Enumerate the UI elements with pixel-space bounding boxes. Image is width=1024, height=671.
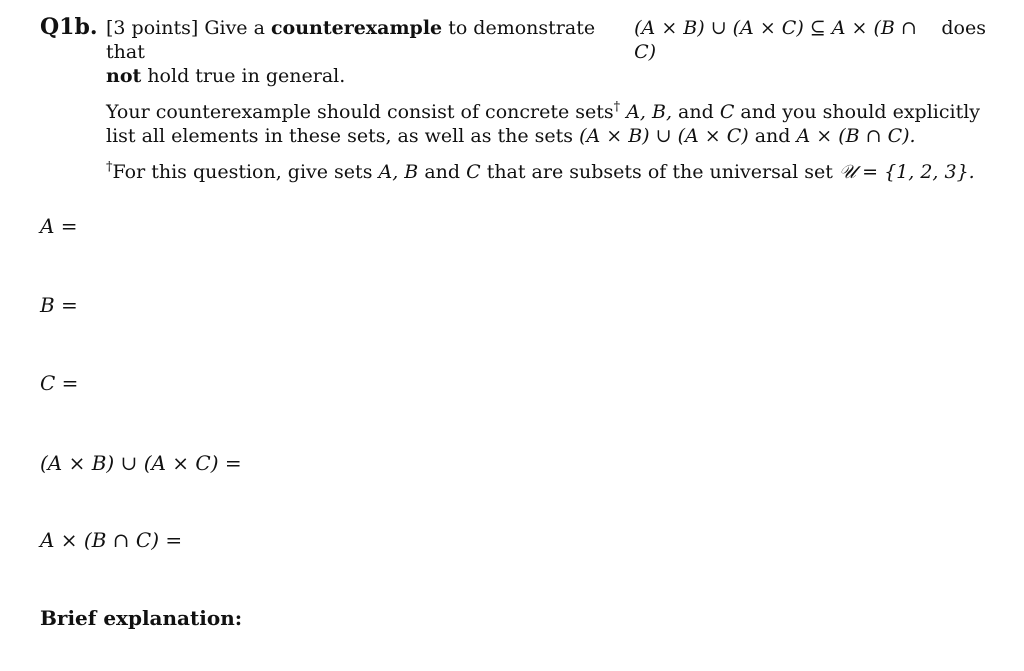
question-line-1 <box>106 16 986 64</box>
answer-product-label: A × (B ∩ C) = <box>40 528 183 552</box>
hold-text: hold true in general. <box>147 65 346 87</box>
explanation-label: Brief explanation: <box>40 606 243 630</box>
answer-a-label: A = <box>40 214 78 238</box>
answer-union-label: (A × B) ∪ (A × C) = <box>40 451 242 475</box>
not-bold: not <box>106 65 142 87</box>
does-text: does <box>941 17 986 39</box>
dagger-mark: † <box>613 99 621 115</box>
question-number: Q1b. <box>40 14 98 40</box>
points-label: [3 points] <box>106 17 199 39</box>
dagger-mark: † <box>106 159 113 175</box>
answer-b-label: B = <box>40 293 78 317</box>
question-line-2 <box>106 64 986 88</box>
intro-text: Give a <box>204 17 265 39</box>
answer-c-label: C = <box>40 371 79 395</box>
question-body <box>106 16 986 184</box>
counterexample-bold: counterexample <box>270 17 443 39</box>
intro-post-text: to demonstrate that <box>106 17 596 63</box>
instructions-paragraph: Your counterexample should consist of concrete sets† A, B, and C and you should explicitly list all elements in these sets, as well as the sets (A × B) ∪ (A × C) and A × (B ∩ C). <box>106 99 981 147</box>
footnote-paragraph: †For this question, give sets A, B and C that are subsets of the universal set 𝒰 = {1, 2, 3}. <box>106 159 975 183</box>
subset-statement: (A × B) ∪ (A × C) ⊆ A × (B ∩ C) <box>634 17 917 63</box>
